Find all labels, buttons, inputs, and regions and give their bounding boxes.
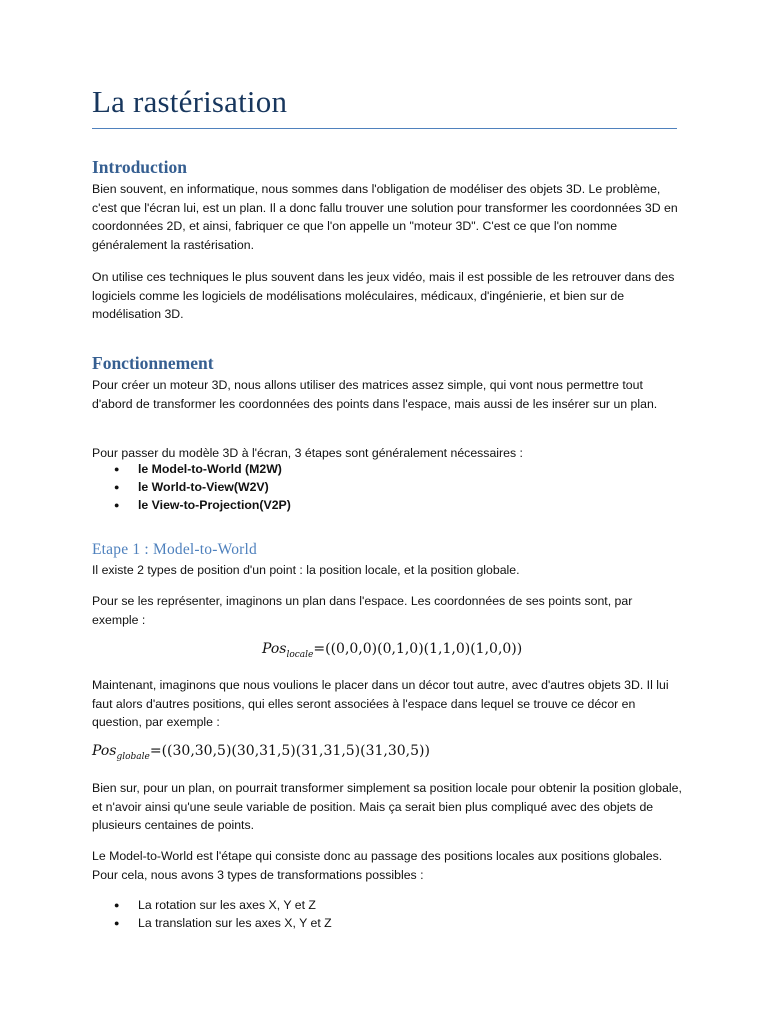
etape1-paragraph-2: Pour se les représenter, imaginons un plan dans l'espace. Les coordonnées de ses points sont, par exemple : bbox=[92, 594, 633, 627]
list-item bbox=[92, 461, 291, 479]
heading-etape-1: Etape 1 : Model-to-World bbox=[92, 541, 257, 558]
formula-rhs: =((0,0,0)(0,1,0)(1,1,0)(1,0,0)) bbox=[313, 641, 523, 657]
bullet-icon: ● bbox=[114, 464, 120, 474]
formula-position-locale bbox=[262, 641, 522, 660]
formula-position-globale bbox=[92, 743, 430, 762]
list-item bbox=[92, 497, 291, 515]
list-item bbox=[92, 915, 332, 933]
formula-subscript: locale bbox=[286, 650, 314, 660]
transform-label: La translation sur les axes X, Y et Z bbox=[138, 915, 332, 930]
intro-paragraph-1: Bien souvent, en informatique, nous sommes dans l'obligation de modéliser des objets 3D. Le problème, c'est que l'écran lui, est un plan. Il a donc fallu trouver une solution pour transformer les coordonnées 3D en coordonnées 2D, et ainsi, fabriquer ce que l'on appelle un "moteur 3D". C'est ce que l'on nomme généralement la rastérisation. bbox=[92, 182, 678, 252]
formula-subscript: globale bbox=[116, 752, 150, 762]
step-label: le World-to-View(W2V) bbox=[138, 479, 269, 494]
heading-fonctionnement: Fonctionnement bbox=[92, 353, 214, 373]
etape1-paragraph-5: Le Model-to-World est l'étape qui consiste donc au passage des positions locales aux positions globales. Pour cela, nous avons 3 types de transformations possibles : bbox=[92, 849, 663, 882]
etape1-paragraph-3: Maintenant, imaginons que nous voulions le placer dans un décor tout autre, avec d'autres objets 3D. Il lui faut alors d'autres positions, qui elles seront associées à l'espace dans lequel se trouve ce décor en question, par exemple : bbox=[92, 678, 669, 730]
etape1-paragraph-4: Bien sur, pour un plan, on pourrait transformer simplement sa position locale pour obtenir la position globale, et n'avoir ainsi qu'une seule variable de position. Mais ça serait bien plus compliqué avec des objets de plusieurs centaines de points. bbox=[92, 781, 682, 833]
fonctionnement-paragraph-1: Pour créer un moteur 3D, nous allons utiliser des matrices assez simple, qui vont nous permettre tout d'abord de transformer les coordonnées des points dans l'espace, mais aussi de les insérer sur un plan. bbox=[92, 378, 658, 411]
title-underline bbox=[92, 128, 677, 129]
bullet-icon: ● bbox=[114, 481, 120, 492]
list-item bbox=[92, 479, 291, 497]
fonctionnement-paragraph-2: Pour passer du modèle 3D à l'écran, 3 étapes sont généralement nécessaires : bbox=[92, 446, 523, 460]
step-label: le Model-to-World (M2W) bbox=[138, 462, 282, 476]
intro-paragraph-2: On utilise ces techniques le plus souvent dans les jeux vidéo, mais il est possible de les retrouver dans des logiciels comme les logiciels de modélisations moléculaires, médicaux, d'ingénierie, et bien sur de modélisation 3D. bbox=[92, 270, 675, 322]
formula-rhs: =((30,30,5)(30,31,5)(31,31,5)(31,30,5)) bbox=[149, 743, 430, 759]
transform-label: La rotation sur les axes X, Y et Z bbox=[138, 898, 316, 912]
document-title: La rastérisation bbox=[92, 84, 288, 119]
heading-introduction: Introduction bbox=[92, 157, 187, 177]
formula-lhs: Pos bbox=[92, 743, 117, 759]
steps-list bbox=[92, 461, 291, 514]
formula-lhs: Pos bbox=[262, 641, 287, 657]
bullet-icon: ● bbox=[114, 917, 120, 928]
etape1-paragraph-1: Il existe 2 types de position d'un point : la position locale, et la position globale. bbox=[92, 563, 520, 577]
list-item bbox=[92, 897, 332, 915]
step-label: le View-to-Projection(V2P) bbox=[138, 497, 291, 512]
bullet-icon: ● bbox=[114, 900, 120, 910]
transforms-list bbox=[92, 897, 332, 933]
bullet-icon: ● bbox=[114, 499, 120, 510]
